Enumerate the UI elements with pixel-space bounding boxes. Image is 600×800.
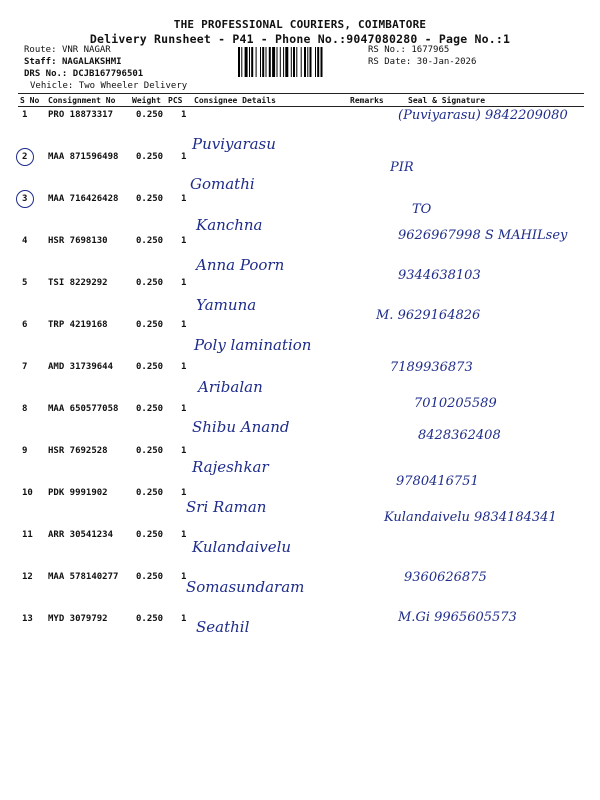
row-signature-handwritten: (Puviyarasu) 9842209080 [398,108,568,123]
barcode-bar [256,47,257,77]
row-sno: 3 [22,194,28,204]
rs-no-line [368,45,449,56]
runsheet-subtitle: Delivery Runsheet - P41 - Phone No.:9047080280 - Page No.:1 [89,32,511,46]
barcode-bar [266,47,267,77]
route-label: Route: [24,45,57,55]
barcode-bar [293,47,295,77]
barcode-bar [238,47,240,77]
row-consignment-no: HSR 7692528 [48,446,108,456]
row-consignee-handwritten: Yamuna [196,296,257,314]
row-consignee-handwritten: Sri Raman [186,498,267,516]
barcode-bar [245,47,248,77]
row-consignment-no: PDK 9991902 [48,488,108,498]
row-pcs: 1 [181,110,187,120]
barcode-bar [272,47,275,77]
vehicle-label: Vehicle: [30,81,74,91]
row-consignment-no: MAA 716426428 [48,194,119,204]
row-number-circle-mark [16,190,34,208]
row-sno: 13 [22,614,33,624]
staff-line [24,57,122,68]
row-consignee-handwritten: Seathil [196,618,250,636]
row-consignment-no: MAA 871596498 [48,152,119,162]
row-consignee-handwritten: Anna Poorn [196,256,285,274]
row-signature-handwritten: 7010205589 [414,396,497,411]
drs-line [24,69,143,80]
row-consignment-no: AMD 31739644 [48,362,114,372]
row-signature-handwritten: 9780416751 [396,474,479,489]
row-pcs: 1 [181,152,187,162]
row-signature-handwritten: Kulandaivelu 9834184341 [384,510,557,525]
table-row [0,228,600,278]
row-signature-handwritten: 9626967998 S MAHILsey [398,228,568,243]
row-weight: 0.250 [136,572,164,582]
table-row [0,428,600,488]
row-signature-handwritten: M. 9629164826 [376,308,481,323]
row-sno: 7 [22,362,28,372]
row-weight: 0.250 [136,404,164,414]
table-row [0,362,600,404]
row-pcs: 1 [181,530,187,540]
staff-value: NAGALAKSHMI [61,57,122,67]
row-weight: 0.250 [136,446,164,456]
row-weight: 0.250 [136,362,164,372]
col-sno: S No [20,96,40,105]
row-pcs: 1 [181,362,187,372]
table-row [0,572,600,614]
col-remarks: Remarks [350,96,384,105]
barcode-bar [277,47,278,77]
row-signature-handwritten: PIR [390,160,414,175]
barcode-bar [304,47,306,77]
row-sno: 8 [22,404,28,414]
row-consignment-no: MAA 578140277 [48,572,119,582]
row-pcs: 1 [181,446,187,456]
barcode-bar [307,47,308,77]
table-row [0,396,600,446]
row-pcs: 1 [181,614,187,624]
row-sno: 11 [22,530,33,540]
barcode-bar [269,47,271,77]
row-sno: 4 [22,236,28,246]
row-weight: 0.250 [136,320,164,330]
row-consignment-no: MAA 650577058 [48,404,119,414]
header-rule-bottom [18,106,584,107]
barcode-image [238,47,364,77]
row-pcs: 1 [181,278,187,288]
table-row [0,152,600,194]
row-weight: 0.250 [136,110,164,120]
rs-date-line [368,57,476,68]
row-weight: 0.250 [136,614,164,624]
table-row [0,110,600,152]
barcode-bar [315,47,316,77]
row-weight: 0.250 [136,236,164,246]
barcode-bar [291,47,292,77]
row-consignee-handwritten: Kanchna [196,216,263,234]
table-row [0,308,600,362]
barcode-bar [280,47,281,77]
table-row [0,510,600,572]
staff-label: Staff: [24,57,57,67]
row-signature-handwritten: M.Gi 9965605573 [398,610,517,625]
route-line [24,45,111,56]
col-consignee: Consignee Details [194,96,276,105]
col-weight: Weight [132,96,161,105]
header-rule-top [18,93,584,94]
barcode-bar [283,47,284,77]
row-pcs: 1 [181,320,187,330]
rs-no-label: RS No.: [368,45,406,55]
barcode-bar [301,47,302,77]
barcode-bar [310,47,312,77]
col-pcs: PCS [168,96,183,105]
vehicle-line [30,81,187,92]
barcode-bar [321,47,323,77]
row-consignment-no: HSR 7698130 [48,236,108,246]
row-signature-handwritten: 7189936873 [390,360,473,375]
row-pcs: 1 [181,488,187,498]
barcode-bar [262,47,264,77]
row-weight: 0.250 [136,488,164,498]
rs-date-value: 30-Jan-2026 [416,57,477,67]
row-signature-handwritten: 9344638103 [398,268,481,283]
barcode-bar [241,47,242,77]
row-consignment-no: MYD 3079792 [48,614,108,624]
barcode-bar [317,47,319,77]
barcode-bar [296,47,297,77]
row-consignee-handwritten: Kulandaivelu [192,538,292,556]
row-sno: 12 [22,572,33,582]
row-sno: 2 [22,152,28,162]
row-weight: 0.250 [136,152,164,162]
row-consignee-handwritten: Gomathi [190,175,255,193]
row-consignee-handwritten: Aribalan [198,378,263,396]
rs-date-label: RS Date: [368,57,412,67]
row-weight: 0.250 [136,194,164,204]
row-signature-handwritten: TO [412,202,432,217]
barcode-bar [249,47,250,77]
row-consignment-no: TRP 4219168 [48,320,108,330]
row-consignee-handwritten: Somasundaram [186,578,305,596]
row-pcs: 1 [181,572,187,582]
row-sno: 1 [22,110,28,120]
row-weight: 0.250 [136,278,164,288]
row-weight: 0.250 [136,530,164,540]
row-sno: 6 [22,320,28,330]
col-seal-signature: Seal & Signature [408,96,486,105]
table-row [0,610,600,656]
row-pcs: 1 [181,194,187,204]
row-consignment-no: ARR 30541234 [48,530,114,540]
row-consignee-handwritten: Puviyarasu [192,135,276,153]
row-consignee-handwritten: Poly lamination [194,336,312,354]
drs-value: DCJB167796501 [72,69,144,79]
row-pcs: 1 [181,236,187,246]
route-value: VNR NAGAR [61,45,111,55]
row-signature-handwritten: 9360626875 [404,570,487,585]
row-sno: 5 [22,278,28,288]
row-number-circle-mark [16,148,34,166]
row-pcs: 1 [181,404,187,414]
rs-no-value: 1677965 [411,45,450,55]
company-title: THE PROFESSIONAL COURIERS, COIMBATORE [173,18,427,31]
table-row [0,268,600,320]
barcode-bar [260,47,261,77]
drs-label: DRS No.: [24,69,68,79]
row-consignee-handwritten: Shibu Anand [192,418,290,436]
row-consignment-no: TSI 8229292 [48,278,108,288]
row-sno: 10 [22,488,33,498]
barcode-bar [251,47,253,77]
barcode-bar [285,47,288,77]
col-consignment: Consignment No [48,96,116,105]
row-consignee-handwritten: Rajeshkar [192,458,269,476]
row-sno: 9 [22,446,28,456]
row-signature-handwritten: 8428362408 [418,428,501,443]
row-consignment-no: PRO 18873317 [48,110,114,120]
vehicle-value: Two Wheeler Delivery [78,81,188,91]
